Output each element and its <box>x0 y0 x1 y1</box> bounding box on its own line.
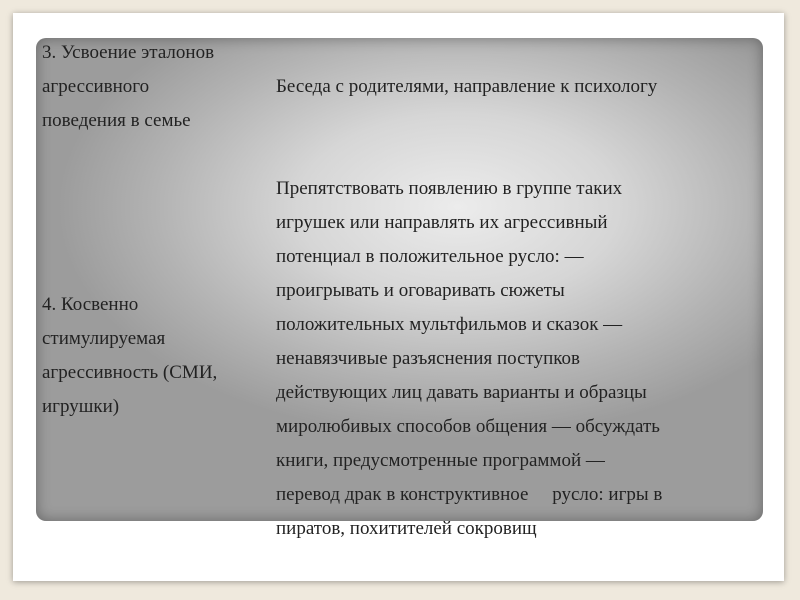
text-line: Беседа с родителями, направление к психологу <box>276 76 658 97</box>
row-3-measure-cell <box>276 70 657 104</box>
text-line: пиратов, похитителей сокровищ <box>276 518 537 539</box>
text-line: игрушек или направлять их агрессивный <box>276 212 608 233</box>
text-line: действующих лиц давать варианты и образцы <box>276 382 647 403</box>
text-line: ненавязчивые разъяснения поступков <box>276 348 580 369</box>
text-line: Препятствовать появлению в группе таких <box>276 178 623 199</box>
text-line: агрессивного <box>42 76 150 97</box>
row-4-measure-cell <box>276 172 662 546</box>
text-line: перевод драк в конструктивное русло: игры в <box>276 484 663 505</box>
row-3-problem-cell <box>42 36 214 138</box>
text-line: агрессивность (СМИ, <box>42 362 218 383</box>
text-line: положительных мультфильмов и сказок — <box>276 314 623 335</box>
text-line: стимулируемая <box>42 328 166 349</box>
text-line: 4. Косвенно <box>42 294 139 315</box>
row-4-problem-cell <box>42 288 217 424</box>
text-line: 3. Усвоение эталонов <box>42 42 215 63</box>
text-line: игрушки) <box>42 396 120 417</box>
text-line: проигрывать и оговаривать сюжеты <box>276 280 565 301</box>
text-line: поведения в семье <box>42 110 191 131</box>
text-line: миролюбивых способов общения — обсуждать <box>276 416 660 437</box>
text-line: книги, предусмотренные программой — <box>276 450 605 471</box>
text-line: потенциал в положительное русло: — <box>276 246 584 267</box>
